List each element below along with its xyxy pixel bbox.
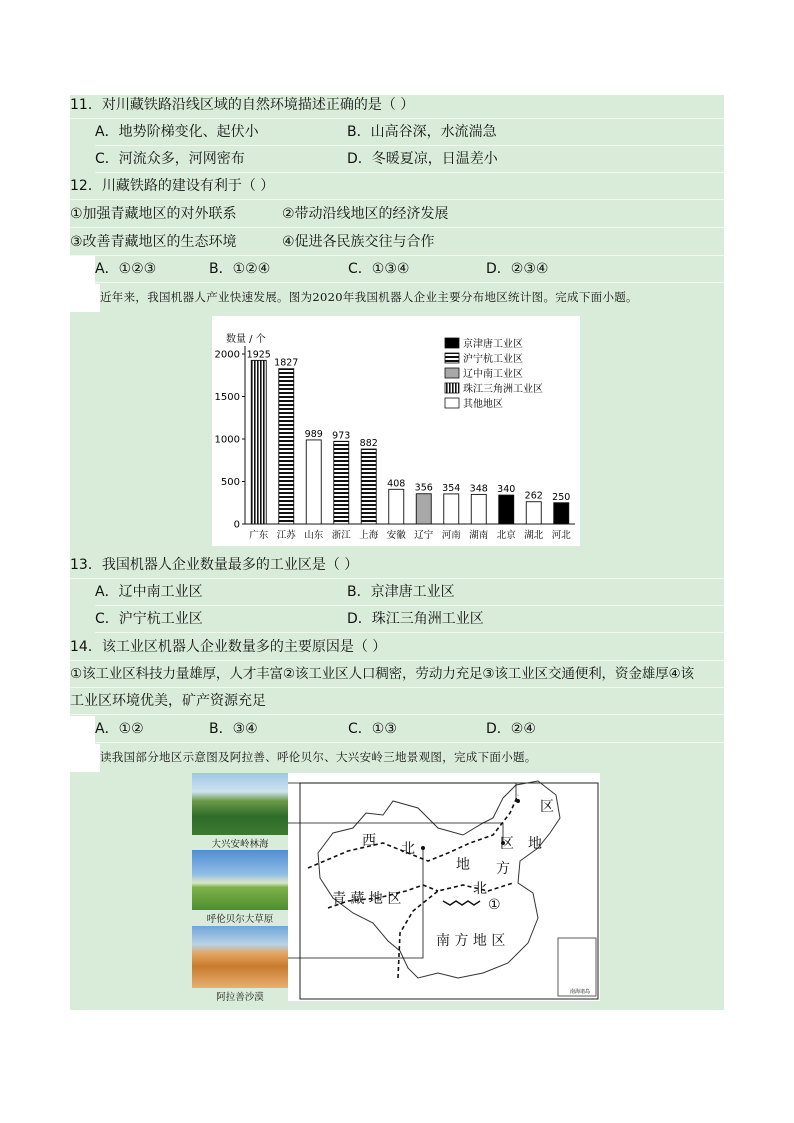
q12-option-b[interactable]: B．①②④ xyxy=(209,261,271,277)
q13-stem: 13．我国机器人企业数量最多的工业区是（ ） xyxy=(70,552,724,579)
q13-options-row2 xyxy=(95,606,724,633)
y-tick-label: 1500 xyxy=(214,392,240,403)
q12-item-2: ②带动沿线地区的经济发展 xyxy=(282,206,449,222)
bar-河南 xyxy=(444,494,459,524)
q11-option-a[interactable]: A．地势阶梯变化、起伏小 xyxy=(95,124,259,140)
legend-swatch xyxy=(445,383,459,393)
legend-swatch xyxy=(445,368,459,378)
value-label: 356 xyxy=(414,482,433,494)
legend-swatch xyxy=(445,398,459,408)
bar-河北 xyxy=(554,503,569,524)
bar-安徽 xyxy=(389,489,404,524)
label-di2: 地 xyxy=(528,836,542,852)
legend-swatch xyxy=(445,338,459,348)
bar-湖北 xyxy=(526,502,541,524)
bar-北京 xyxy=(499,495,514,524)
bar-山东 xyxy=(306,440,321,524)
legend-swatch xyxy=(445,353,459,363)
q14-stem: 14．该工业区机器人企业数量多的主要原因是（ ） xyxy=(70,634,724,661)
q12-option-d[interactable]: D．②③④ xyxy=(486,261,549,277)
q13-options-row1 xyxy=(95,579,724,606)
q13-option-c[interactable]: C．沪宁杭工业区 xyxy=(95,611,203,627)
q12-item-4: ④促进各民族交往与合作 xyxy=(282,234,435,250)
inset-label: 南海诸岛 xyxy=(570,989,591,995)
q12-items-row1 xyxy=(70,201,724,228)
q14-option-d[interactable]: D．②④ xyxy=(486,721,536,737)
value-label: 354 xyxy=(442,482,461,494)
category-label: 上海 xyxy=(359,530,379,541)
south-sea-inset xyxy=(558,938,596,996)
label-nanfang: 南 方 地 区 xyxy=(436,933,506,949)
china-region-map xyxy=(288,773,600,1001)
desert-photo xyxy=(192,926,288,988)
category-label: 湖北 xyxy=(524,530,544,541)
q12-stem: 12．川藏铁路的建设有利于（ ） xyxy=(70,173,724,200)
category-label: 山东 xyxy=(304,530,324,541)
y-tick-label: 500 xyxy=(220,477,240,488)
label-bei2: 北 xyxy=(473,881,487,897)
category-label: 辽宁 xyxy=(414,530,434,541)
q14-text-line2: 工业区环境优美，矿产资源充足 xyxy=(70,688,724,715)
category-label: 湖南 xyxy=(469,530,489,541)
legend-label: 沪宁杭工业区 xyxy=(463,354,523,365)
desert-photo-caption: 阿拉善沙漠 xyxy=(216,992,264,1003)
value-label: 250 xyxy=(552,491,571,503)
category-label: 河南 xyxy=(441,530,461,541)
q12-item-1: ①加强青藏地区的对外联系 xyxy=(70,206,237,222)
q11-stem: 11．对川藏铁路沿线区域的自然环境描述正确的是（ ） xyxy=(70,92,724,119)
intro-robot: 近年来，我国机器人产业快速发展。图为2020年我国机器人企业主要分布地区统计图。完成下面小题。 xyxy=(100,290,638,304)
daxinganling-point xyxy=(516,799,520,803)
category-label: 浙江 xyxy=(331,530,351,541)
value-label: 408 xyxy=(387,478,406,490)
q14-options xyxy=(95,716,724,743)
grassland-photo-caption: 呼伦贝尔大草原 xyxy=(206,914,274,925)
value-label: 973 xyxy=(332,430,351,442)
q14-text-line1: ①该工业区科技力量雄厚，人才丰富②该工业区人口稠密，劳动力充足③该工业区交通便利，资金雄厚④该 xyxy=(70,661,724,688)
qinling-mountains xyxy=(443,901,480,905)
q12-options xyxy=(95,256,724,283)
label-qu2: 区 xyxy=(500,836,514,852)
value-label: 1925 xyxy=(246,349,271,361)
legend-label: 其他地区 xyxy=(463,399,503,410)
grassland-leader-line xyxy=(288,823,503,843)
q14-option-b[interactable]: B．③④ xyxy=(209,721,258,737)
q12-option-c[interactable]: C．①③④ xyxy=(348,261,410,277)
q14-option-c[interactable]: C．①③ xyxy=(348,721,397,737)
value-label: 262 xyxy=(524,490,543,502)
forest-photo xyxy=(192,773,288,835)
label-fang: 方 xyxy=(496,861,510,877)
q11-option-d[interactable]: D．冬暖夏凉，日温差小 xyxy=(347,151,498,167)
y-tick-label: 2000 xyxy=(214,349,240,361)
value-label: 1827 xyxy=(274,357,299,369)
legend-label: 京津唐工业区 xyxy=(463,339,523,350)
q13-option-b[interactable]: B．京津唐工业区 xyxy=(347,584,455,600)
q13-option-d[interactable]: D．珠江三角洲工业区 xyxy=(347,611,484,627)
q12-items-row2 xyxy=(70,229,724,256)
label-xi: 西 xyxy=(362,833,376,849)
q11-option-c[interactable]: C．河流众多，河网密布 xyxy=(95,151,245,167)
category-label: 北京 xyxy=(496,530,516,541)
y-axis-title: 数量 / 个 xyxy=(226,334,266,345)
y-tick-label: 1000 xyxy=(214,434,240,446)
bar-江苏 xyxy=(279,369,294,524)
q11-options-row1 xyxy=(95,119,724,146)
category-label: 河北 xyxy=(551,530,571,541)
value-label: 340 xyxy=(497,484,516,496)
label-qu1: 区 xyxy=(540,799,554,815)
legend-label: 珠江三角洲工业区 xyxy=(463,384,543,395)
forest-photo-caption: 大兴安岭林海 xyxy=(211,839,269,850)
chart-svg xyxy=(212,316,580,546)
bar-广东 xyxy=(251,360,266,524)
bar-辽宁 xyxy=(416,494,431,524)
value-label: 882 xyxy=(359,438,378,450)
category-label: 江苏 xyxy=(276,530,296,541)
map-svg xyxy=(288,773,600,1001)
bar-上海 xyxy=(361,449,376,524)
q12-option-a[interactable]: A．①②③ xyxy=(95,261,157,277)
label-bei1: 北 xyxy=(401,841,415,857)
bar-浙江 xyxy=(334,441,349,524)
q13-option-a[interactable]: A．辽中南工业区 xyxy=(95,584,203,600)
label-qingzang: 青 藏 地 区 xyxy=(332,891,402,907)
value-label: 989 xyxy=(304,428,323,440)
y-tick-label: 0 xyxy=(233,519,240,531)
robot-bar-chart xyxy=(212,316,580,546)
category-label: 广东 xyxy=(249,530,269,541)
label-num1: ① xyxy=(488,897,501,913)
bar-湖南 xyxy=(471,494,486,524)
label-di3: 地 xyxy=(456,857,470,873)
grassland-photo xyxy=(192,850,288,910)
q12-item-3: ③改善青藏地区的生态环境 xyxy=(70,234,237,250)
q11-option-b[interactable]: B．山高谷深，水流湍急 xyxy=(347,124,497,140)
category-label: 安徽 xyxy=(386,530,406,541)
q14-option-a[interactable]: A．①② xyxy=(95,721,144,737)
value-label: 348 xyxy=(469,483,488,495)
legend-label: 辽中南工业区 xyxy=(463,369,523,380)
intro-map: 读我国部分地区示意图及阿拉善、呼伦贝尔、大兴安岭三地景观图，完成下面小题。 xyxy=(100,750,537,764)
q11-options-row2 xyxy=(95,146,724,173)
